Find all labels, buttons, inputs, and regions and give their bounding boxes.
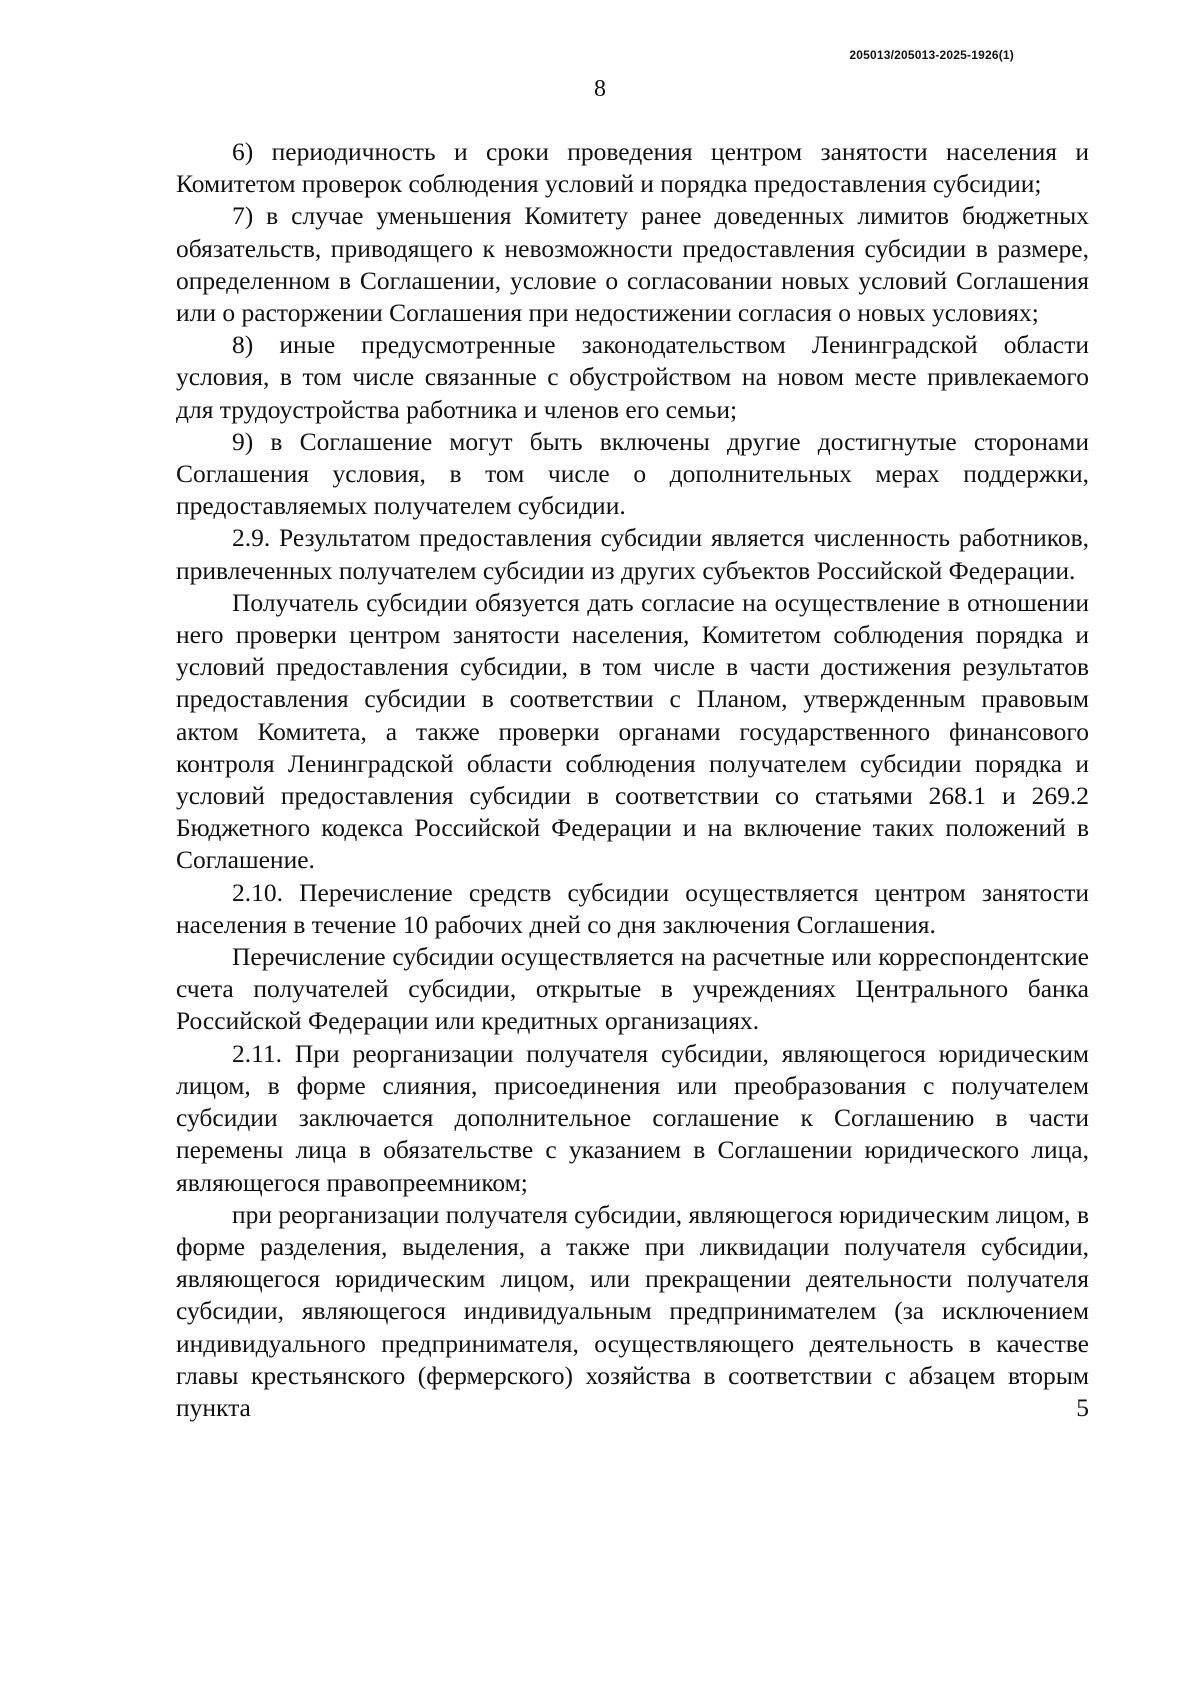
paragraph-clause-2-11: 2.11. При реорганизации получателя субсидии, являющегося юридическим лицом, в форме слияния, присоединения или преобразования с получателем субсидии заключается дополнительное соглашение к Соглашению в части перемены лица в обязательстве с указанием в Соглашении юридического лица, являющегося правопреемником; bbox=[176, 1038, 1089, 1197]
paragraph-item-8: 8) иные предусмотренные законодательством Ленинградской области условия, в том числе связанные с обустройством на новом месте привлекаемого для трудоустройства работника и членов его семьи; bbox=[176, 330, 1089, 424]
paragraph-item-9: 9) в Соглашение могут быть включены другие достигнутые сторонами Соглашения условия, в том числе о дополнительных мерах поддержки, предоставляемых получателем субсидии. bbox=[176, 426, 1089, 521]
paragraph-item-7: 7) в случае уменьшения Комитету ранее доведенных лимитов бюджетных обязательств, приводящего к невозможности предоставления субсидии в размере, определенном в Соглашении, условие о согласовании новых условий Соглашения или о расторжении Соглашения при недостижении согласия о новых условиях; bbox=[176, 201, 1089, 328]
page-number: 8 bbox=[594, 76, 606, 102]
document-registration-number: 205013/205013-2025-1926(1) bbox=[849, 48, 1014, 62]
paragraph-clause-2-9: 2.9. Результатом предоставления субсидии является численность работников, привлеченных получателем субсидии из других субъектов Российской Федерации. bbox=[176, 523, 1089, 585]
document-body bbox=[176, 136, 1089, 1424]
paragraph-transfer-accounts: Перечисление субсидии осуществляется на расчетные или корреспондентские счета получателей субсидии, открытые в учреждениях Центрального банка Российской Федерации или кредитных организациях. bbox=[176, 942, 1089, 1036]
paragraph-item-6: 6) периодичность и сроки проведения центром занятости населения и Комитетом проверок соблюдения условий и порядка предоставления субсидии; bbox=[176, 137, 1089, 199]
paragraph-reorganization-continued: при реорганизации получателя субсидии, являющегося юридическим лицом, в форме разделения, выделения, а также при ликвидации получателя субсидии, являющегося юридическим лицом, или прекращении деятельности получателя субсидии, являющегося индивидуальным предпринимателем (за исключением индивидуального предпринимателя, осуществляющего деятельность в качестве главы крестьянского (фермерского) хозяйства в соответствии с абзацем вторым пункта 5 bbox=[176, 1199, 1089, 1422]
paragraph-consent-to-audit: Получатель субсидии обязуется дать согласие на осуществление в отношении него проверки центром занятости населения, Комитетом соблюдения порядка и условий предоставления субсидии, в том числе в части достижения результатов предоставления субсидии в соответствии с Планом, утвержденным правовым актом Комитета, а также проверки органами государственного финансового контроля Ленинградской области соблюдения получателем субсидии порядка и условий предоставления субсидии в соответствии со статьями 268.1 и 269.2 Бюджетного кодекса Российской Федерации и на включение таких положений в Соглашение. bbox=[176, 587, 1089, 875]
paragraph-clause-2-10: 2.10. Перечисление средств субсидии осуществляется центром занятости населения в течение 10 рабочих дней со дня заключения Соглашения. bbox=[176, 877, 1089, 939]
